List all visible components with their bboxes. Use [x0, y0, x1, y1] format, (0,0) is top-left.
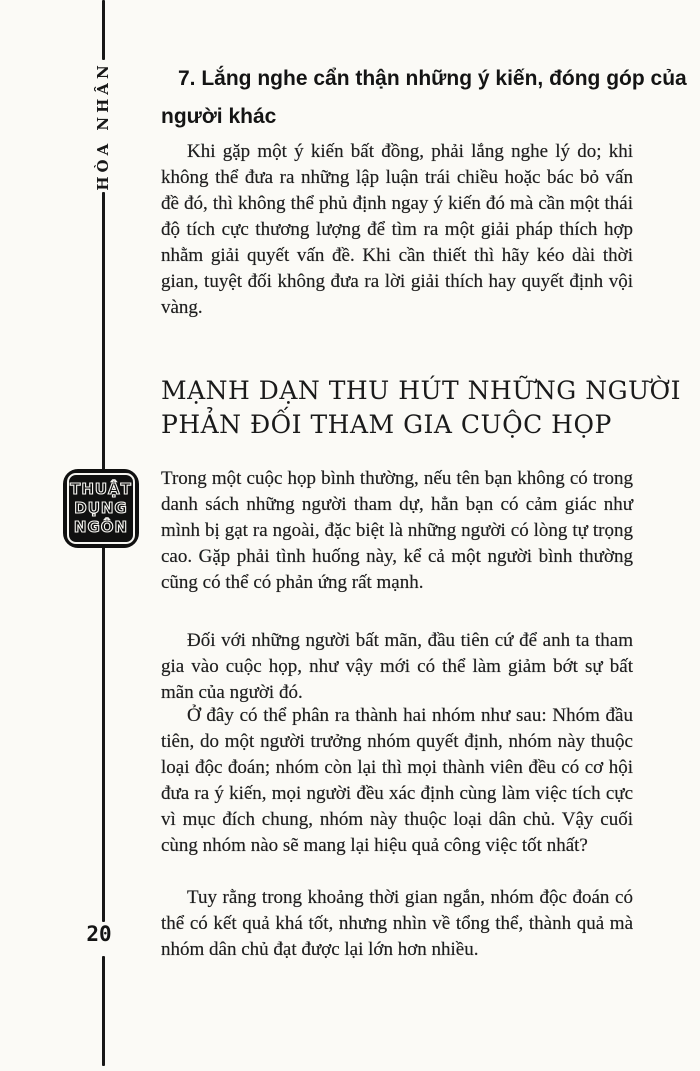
subsection-heading: [161, 60, 687, 136]
body-paragraph-3: Ở đây có thể phân ra thành hai nhóm như sau: Nhóm đầu tiên, do một người trưởng nhóm quyết định, nhóm này thuộc loại độc đoán; nhóm còn lại thì mọi thành viên đều có cơ hội đưa ra ý kiến, mọi người đều xác định cùng làm việc tích cực vì mục đích chung, nhóm này thuộc loại dân chủ. Vậy cuối cùng nhóm nào sẽ mang lại hiệu quả công việc tốt nhất?: [161, 705, 633, 856]
stamp-word-3: NGÔN: [73, 518, 129, 536]
margin-rule-bottom-segment: [102, 956, 105, 1066]
section-title-line-1: MẠNH DẠN THU HÚT NHỮNG NGƯỜI: [161, 376, 682, 405]
section-title: [161, 374, 682, 442]
margin-rule-middle-segment: [102, 192, 105, 922]
section-title-line-2: PHẢN ĐỐI THAM GIA CUỘC HỌP: [161, 410, 612, 439]
series-stamp-inner-border: [67, 473, 135, 544]
body-paragraph-1: Trong một cuộc họp bình thường, nếu tên bạn không có trong danh sách những người tham dự, hẳn bạn có cảm giác như mình bị gạt ra ngoài, đặc biệt là những người có lòng tự trọng cao. Gặp phải tình huống này, kể cả một người bình thường cũng có thể có phản ứng rất mạnh.: [161, 468, 633, 593]
page-number: 20: [86, 922, 112, 946]
stamp-word-1: THUẬT: [70, 480, 132, 498]
margin-rule-top-segment: [102, 0, 105, 60]
subsection-heading-line-2: người khác: [161, 105, 277, 128]
series-stamp-logo: [64, 470, 138, 547]
author-vertical-label: HÒA NHÂN: [94, 61, 112, 191]
stamp-word-2: DỤNG: [74, 499, 128, 517]
body-paragraph-2: Đối với những người bất mãn, đầu tiên cứ để anh ta tham gia vào cuộc họp, như vậy mới có thể làm giảm bớt sự bất mãn của người đó.: [161, 630, 633, 703]
body-paragraph-4: Tuy rằng trong khoảng thời gian ngắn, nhóm độc đoán có thể có kết quả khá tốt, nhưng nhìn về tổng thể, thành quả mà nhóm dân chủ đạt được lại lớn hơn nhiều.: [161, 887, 633, 960]
body-paragraph-intro: Khi gặp một ý kiến bất đồng, phải lắng nghe lý do; khi không thể đưa ra những lập luận trái chiều hoặc bác bỏ vấn đề đó, thì không thể phủ định ngay ý kiến đó mà cần một thái độ tích cực thương lượng để tìm ra một giải pháp thích hợp nhằm giải quyết vấn đề. Khi cần thiết thì hãy kéo dài thời gian, tuyệt đối không đưa ra lời giải thích hay quyết định vội vàng.: [161, 141, 633, 318]
subsection-heading-line-1: 7. Lắng nghe cẩn thận những ý kiến, đóng góp của: [178, 67, 687, 90]
